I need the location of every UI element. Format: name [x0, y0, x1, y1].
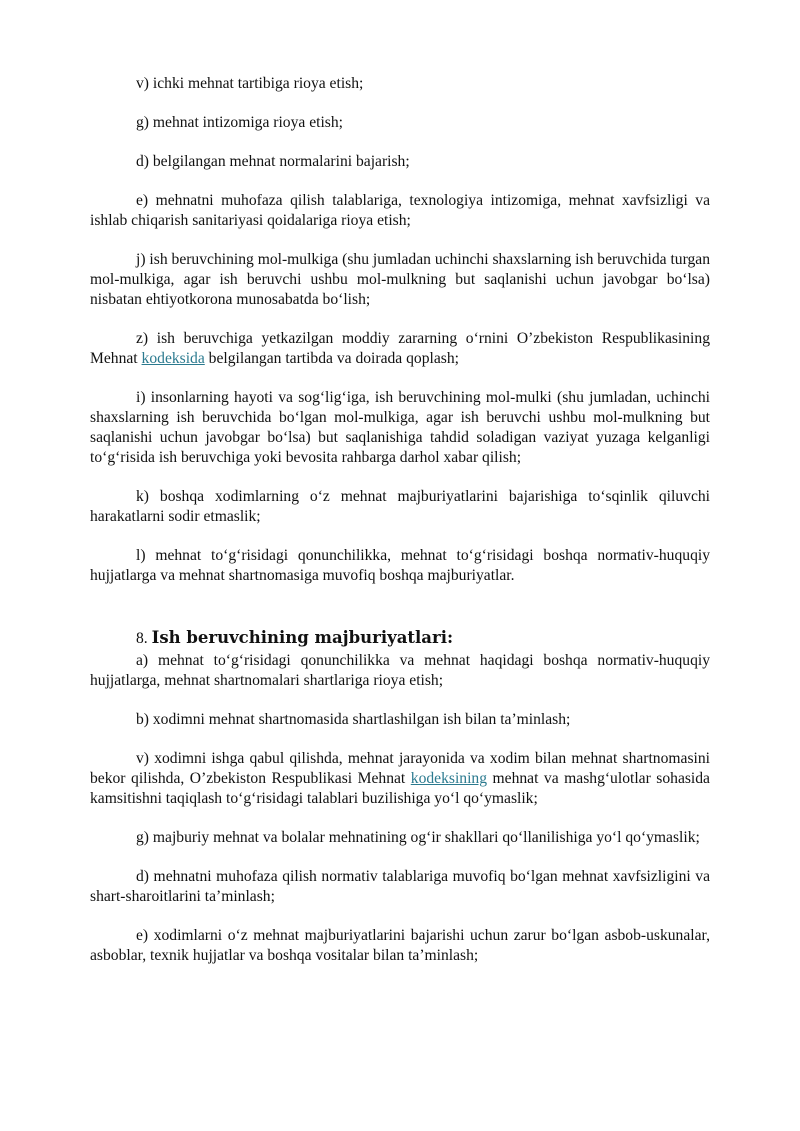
section-8-heading	[90, 626, 710, 651]
paragraph-8g: g) majburiy mehnat va bolalar mehnatining og‘ir shakllari qo‘llanilishiga yo‘l qo‘ymaslik;	[136, 829, 700, 846]
paragraph-8b: b) xodimni mehnat shartnomasida shartlashilgan ish bilan ta’minlash;	[136, 711, 571, 728]
paragraph-z-text-before: z) ish beruvchiga yetkazilgan moddiy zararning o‘rnini O’zbekiston Respublikasining Mehnat	[90, 330, 710, 367]
paragraph-l: l) mehnat to‘g‘risidagi qonunchilikka, mehnat to‘g‘risidagi boshqa normativ-huquqiy hujjatlarga va mehnat shartnomasiga muvofiq boshqa majburiyatlar.	[90, 547, 710, 584]
paragraph-8v-text-before: v) xodimni ishga qabul qilishda, mehnat jarayonida va xodim bilan mehnat shartnomasini bekor qilishda, O’zbekiston Respublikasi Mehnat	[90, 750, 710, 787]
document-body	[90, 74, 710, 966]
paragraph-g: g) mehnat intizomiga rioya etish;	[136, 114, 343, 131]
paragraph-j: j) ish beruvchining mol-mulkiga (shu jumladan uchinchi shaxslarning ish beruvchida turgan mol-mulkiga, agar ish beruvchi ushbu mol-mulkning but saqlanishi uchun javobgar bo‘lsa) nisbatan ehtiyotkorona munosabatda bo‘lish;	[90, 251, 710, 308]
paragraph-v: v) ichki mehnat tartibiga rioya etish;	[136, 75, 364, 92]
paragraph-8v-text-after: mehnat va mashg‘ulotlar sohasida kamsitishni taqiqlash to‘g‘risidagi talablari buzilishiga yo‘l qo‘ymaslik;	[90, 770, 710, 807]
paragraph-8a: a) mehnat to‘g‘risidagi qonunchilikka va mehnat haqidagi boshqa normativ-huquqiy hujjatlarga, mehnat shartnomalari shartlariga rioya etish;	[90, 652, 710, 689]
section-8-number: 8.	[136, 630, 148, 647]
paragraph-i: i) insonlarning hayoti va sog‘lig‘iga, ish beruvchining mol-mulki (shu jumladan, uchinchi shaxslarning ish beruvchida bo‘lgan mol-mulkiga, agar ish beruvchi ushbu mol-mulkning but saqlanishi uchun javobgar bo‘lsa) but saqlanishiga tahdid soladigan vaziyat yuzaga kelganligi to‘g‘risida ish beruvchiga yoki bevosita rahbarga darhol xabar qilish;	[90, 389, 710, 466]
paragraph-e: e) mehnatni muhofaza qilish talablariga, texnologiya intizomiga, mehnat xavfsizligi va ishlab chiqarish sanitariyasi qoidalariga rioya etish;	[90, 192, 710, 229]
paragraph-8d: d) mehnatni muhofaza qilish normativ talablariga muvofiq bo‘lgan mehnat xavfsizligini va shart-sharoitlarini ta’minlash;	[90, 868, 710, 905]
paragraph-8e: e) xodimlarni o‘z mehnat majburiyatlarini bajarishi uchun zarur bo‘lgan asbob-uskunalar, asboblar, texnik hujjatlar va boshqa vositalar bilan ta’minlash;	[90, 927, 710, 964]
section-8-title: Ish beruvchining majburiyatlari:	[151, 628, 454, 647]
kodeksining-link[interactable]: kodeksining	[410, 770, 487, 787]
paragraph-z	[90, 329, 710, 369]
paragraph-d: d) belgilangan mehnat normalarini bajarish;	[136, 153, 410, 170]
paragraph-8v	[90, 749, 710, 809]
paragraph-k: k) boshqa xodimlarning o‘z mehnat majburiyatlarini bajarishiga to‘sqinlik qiluvchi harakatlarni sodir etmaslik;	[90, 488, 710, 525]
kodeksida-link[interactable]: kodeksida	[141, 350, 205, 367]
paragraph-z-text-after: belgilangan tartibda va doirada qoplash;	[204, 350, 459, 367]
